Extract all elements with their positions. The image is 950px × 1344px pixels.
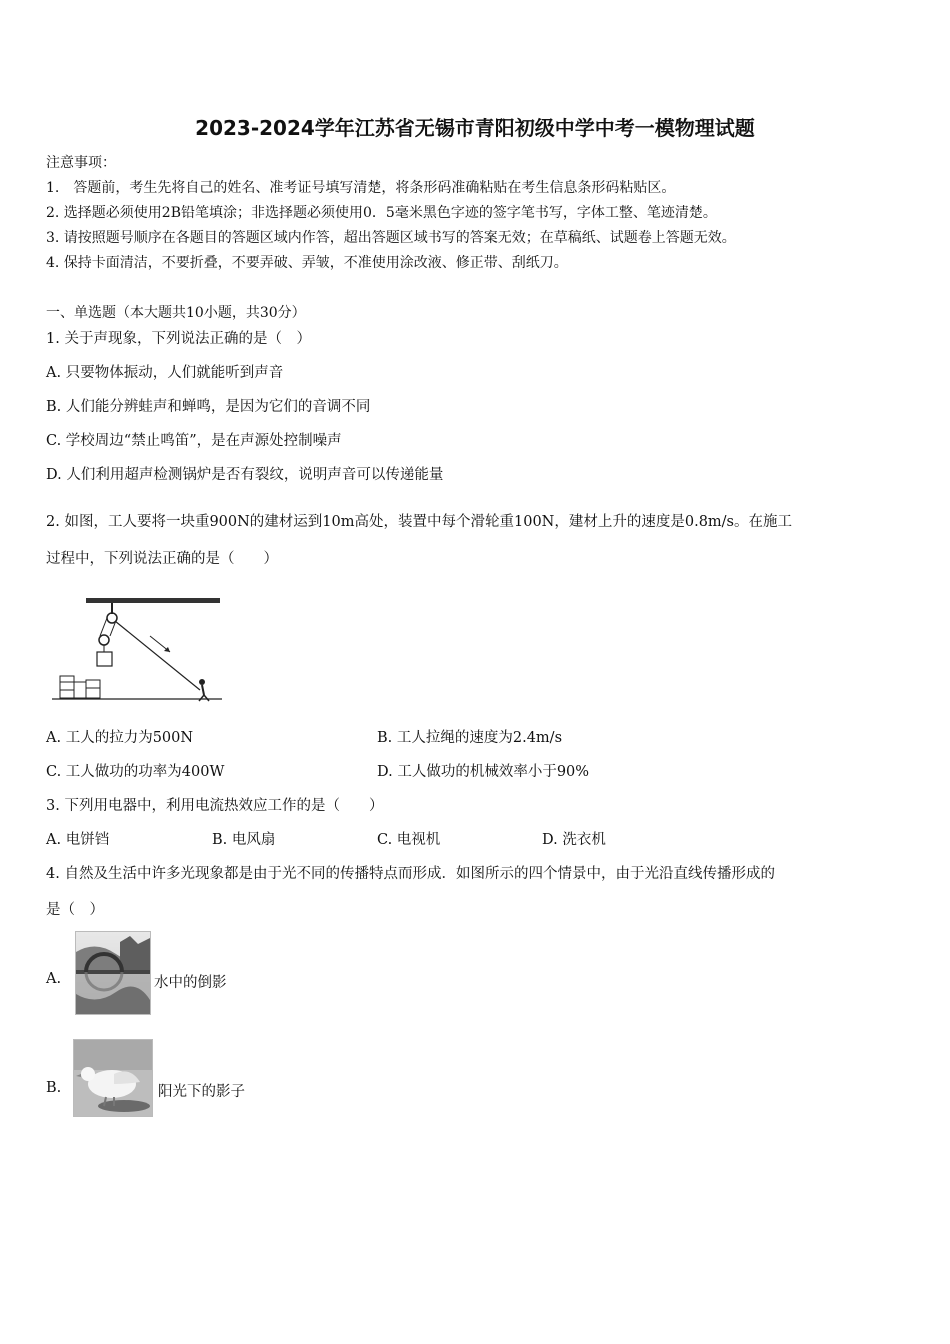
q3-stem: 3. 下列用电器中，利用电流热效应工作的是（ ） xyxy=(46,798,384,814)
q1-option-b: B. 人们能分辨蛙声和蝉鸣，是因为它们的音调不同 xyxy=(46,399,371,415)
q2-option-b: B. 工人拉绳的速度为2.4m/s xyxy=(377,730,563,746)
q4-option-b-caption: 阳光下的影子 xyxy=(158,1084,245,1100)
q3-option-b: B. 电风扇 xyxy=(212,832,276,848)
q4-option-a-letter: A. xyxy=(46,971,62,987)
q2-stem-line2: 过程中，下列说法正确的是（ ） xyxy=(46,551,278,567)
notice-item-3: 3. 请按照题号顺序在各题目的答题区域内作答，超出答题区域书写的答案无效；在草稿纸、试题卷上答题无效。 xyxy=(46,230,736,246)
q1-stem: 1. 关于声现象，下列说法正确的是（ ） xyxy=(46,331,311,347)
q3-option-c: C. 电视机 xyxy=(377,832,441,848)
q2-stem-line1: 2. 如图，工人要将一块重900N的建材运到10m高处，装置中每个滑轮重100N，建材上升的速度是0.8m/s。在施工 xyxy=(46,514,793,530)
q4-option-a-caption: 水中的倒影 xyxy=(154,975,227,991)
q4-option-b-letter: B. xyxy=(46,1080,62,1096)
q2-option-d: D. 工人做功的机械效率小于90% xyxy=(377,764,590,780)
pulley-diagram xyxy=(52,594,224,706)
q1-option-c: C. 学校周边“禁止鸣笛”，是在声源处控制噪声 xyxy=(46,433,342,449)
dove-shadow-photo xyxy=(73,1039,153,1117)
notice-item-2: 2. 选择题必须使用2B铅笔填涂；非选择题必须使用0．5毫米黑色字迹的签字笔书写，字体工整、笔迹清楚。 xyxy=(46,205,717,221)
q3-option-d: D. 洗衣机 xyxy=(542,832,606,848)
notice-item-1: 1. 答题前，考生先将自己的姓名、准考证号填写清楚，将条形码准确粘贴在考生信息条形码粘贴区。 xyxy=(46,180,676,196)
q4-stem-line2: 是（ ） xyxy=(46,902,104,918)
reflection-photo xyxy=(75,931,151,1015)
q1-option-d: D. 人们利用超声检测锅炉是否有裂纹，说明声音可以传递能量 xyxy=(46,467,444,483)
notice-item-4: 4. 保持卡面清洁，不要折叠，不要弄破、弄皱，不准使用涂改液、修正带、刮纸刀。 xyxy=(46,255,568,271)
notice-heading: 注意事项： xyxy=(46,155,116,171)
q3-option-a: A. 电饼铛 xyxy=(46,832,110,848)
q2-option-a: A. 工人的拉力为500N xyxy=(46,730,194,746)
section-heading: 一、单选题（本大题共10小题，共30分） xyxy=(46,305,306,321)
q1-option-a: A. 只要物体振动，人们就能听到声音 xyxy=(46,365,284,381)
q4-stem-line1: 4. 自然及生活中许多光现象都是由于光不同的传播特点而形成．如图所示的四个情景中，由于光沿直线传播形成的 xyxy=(46,866,775,882)
q2-option-c: C. 工人做功的功率为400W xyxy=(46,764,225,780)
page-title: 2023-2024学年江苏省无锡市青阳初级中学中考一模物理试题 xyxy=(195,116,755,140)
